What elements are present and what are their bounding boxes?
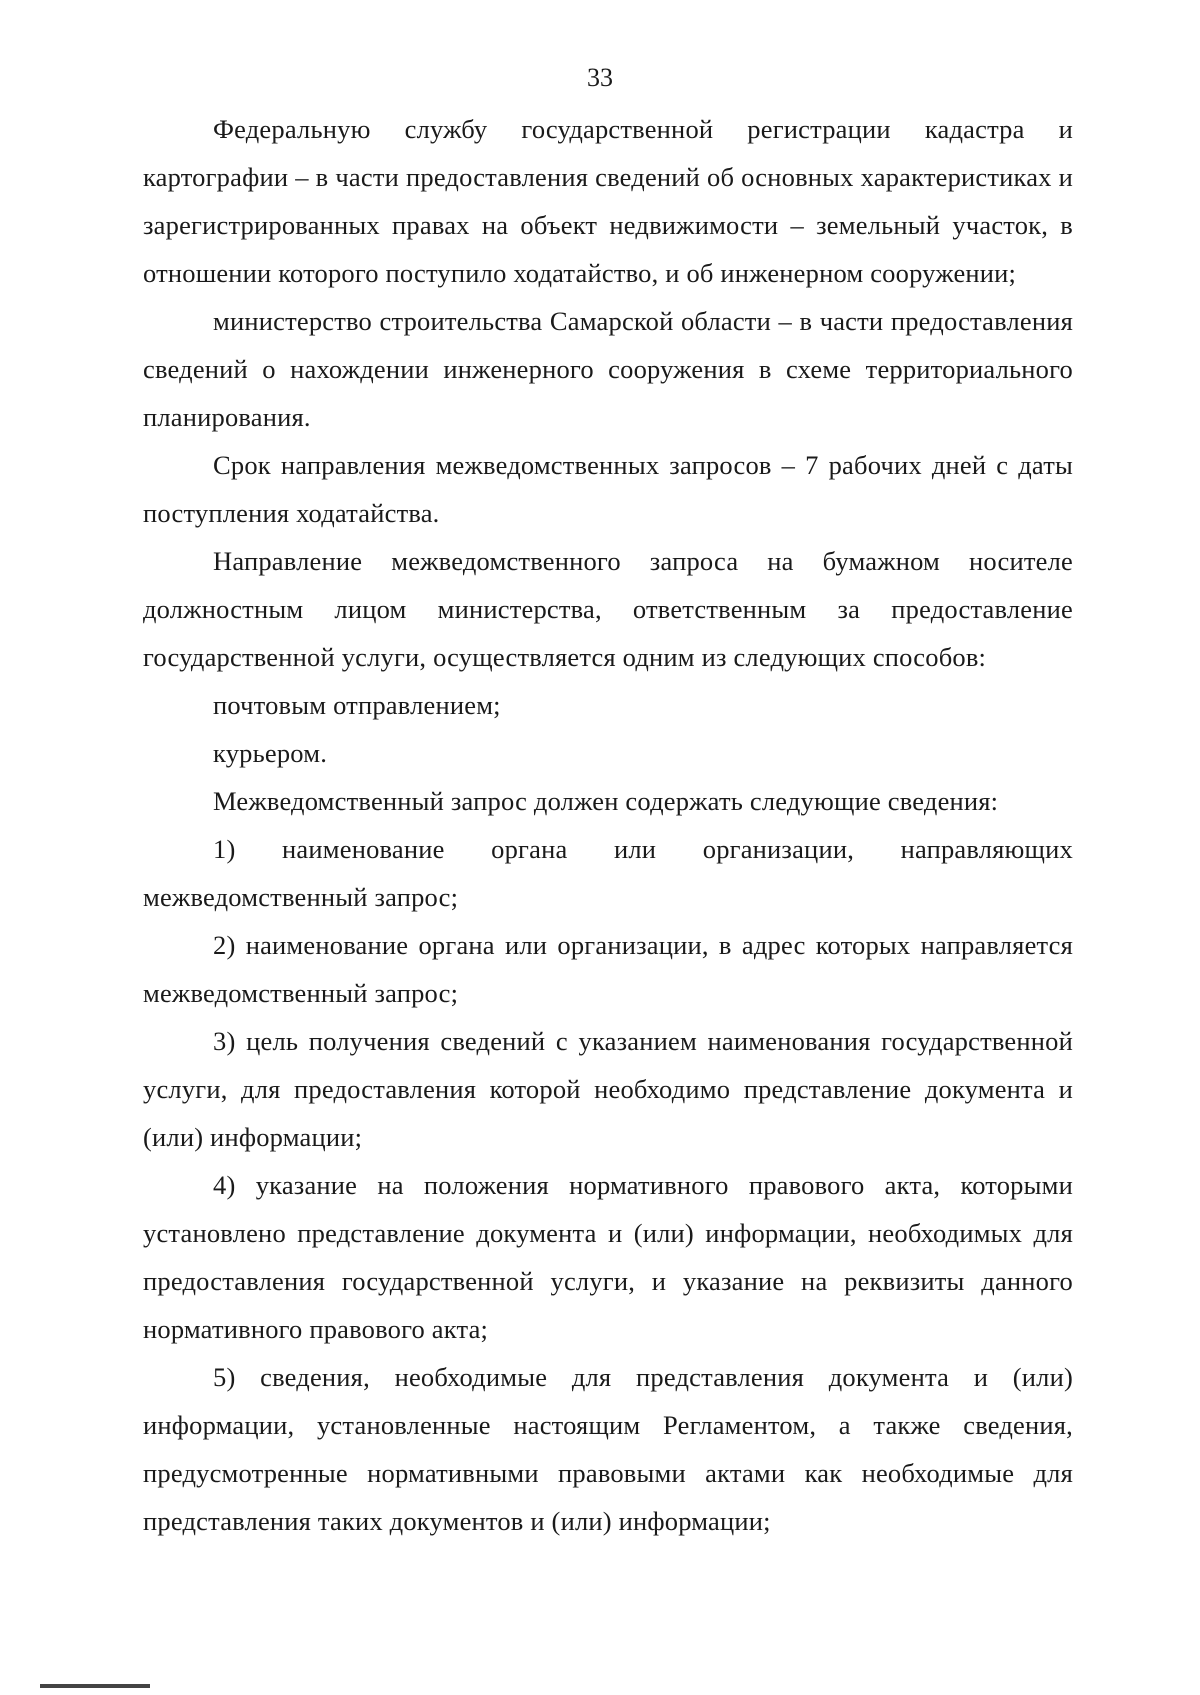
list-item-5: 5) сведения, необходимые для представления документа и (или) информации, установленные настоящим Регламентом, а также сведения, предусмотренные нормативными правовыми актами как необходимые для представления таких документов и (или) информации;	[143, 1362, 1073, 1536]
document-body	[143, 105, 1073, 1545]
list-item-postal: почтовым отправлением;	[213, 690, 501, 720]
list-item-courier: курьером.	[213, 738, 328, 768]
list-item-4: 4) указание на положения нормативного правового акта, которыми установлено представление документа и (или) информации, необходимых для предоставления государственной услуги, и указание на реквизиты данного нормативного правового акта;	[143, 1170, 1073, 1344]
paragraph-rosreestr: Федеральную службу государственной регистрации кадастра и картографии – в части предоставления сведений об основных характеристиках и зарегистрированных правах на объект недвижимости – земельный участок, в отношении которого поступило ходатайство, и об инженерном сооружении;	[143, 114, 1073, 288]
list-item-1: 1) наименование органа или организации, направляющих межведомственный запрос;	[143, 834, 1073, 912]
paragraph-paper-request-methods: Направление межведомственного запроса на бумажном носителе должностным лицом министерства, ответственным за предоставление государственной услуги, осуществляется одним из следующих способов:	[143, 546, 1073, 672]
page-number: 33	[587, 63, 613, 92]
paragraph-request-contents-intro: Межведомственный запрос должен содержать следующие сведения:	[213, 786, 999, 816]
paragraph-request-deadline: Срок направления межведомственных запросов – 7 рабочих дней с даты поступления ходатайства.	[143, 450, 1073, 528]
paragraph-ministry-construction: министерство строительства Самарской области – в части предоставления сведений о нахождении инженерного сооружения в схеме территориального планирования.	[143, 306, 1073, 432]
list-item-2: 2) наименование органа или организации, в адрес которых направляется межведомственный запрос;	[143, 930, 1073, 1008]
list-item-3: 3) цель получения сведений с указанием наименования государственной услуги, для предоставления которой необходимо представление документа и (или) информации;	[143, 1026, 1073, 1152]
scan-edge-mark	[40, 1684, 150, 1688]
